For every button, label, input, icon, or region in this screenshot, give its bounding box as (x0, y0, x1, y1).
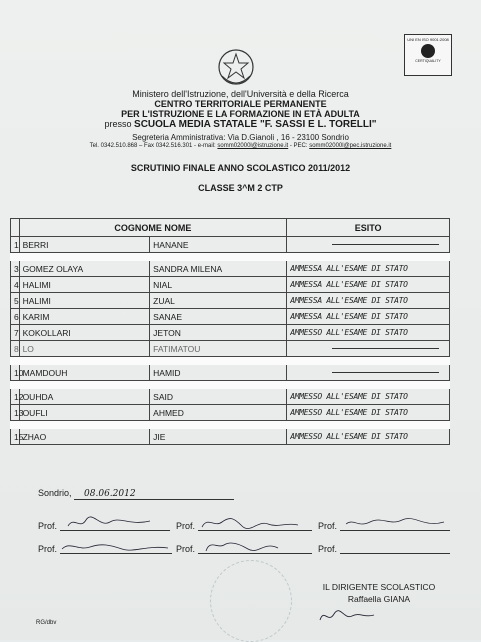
table-row (11, 421, 450, 429)
name-cell: AHMED (150, 405, 287, 421)
place: Sondrio, (38, 488, 72, 498)
redacted-cell (150, 381, 287, 389)
outcome-cell (287, 365, 450, 381)
place-date (38, 488, 234, 500)
row-number: 5 (11, 293, 20, 309)
blank-outcome-line (332, 372, 439, 373)
cert-label: CERTIQUALITY (415, 59, 441, 63)
training-line: PER L'ISTRUZIONE E LA FORMAZIONE IN ETÀ ADULTA (121, 109, 360, 119)
blank-outcome-line (332, 348, 439, 349)
ministry-line: Ministero dell'Istruzione, dell'Università e della Ricerca (132, 89, 349, 99)
signature-prof-6 (318, 543, 450, 554)
table-row (11, 253, 450, 261)
row-number: 7 (11, 325, 20, 341)
table-row (11, 293, 450, 309)
outcome-cell: AMMESSO ALL'ESAME DI STATO (287, 325, 450, 341)
table-row (11, 325, 450, 341)
director-title: IL DIRIGENTE SCOLASTICO (322, 582, 436, 592)
outcome-cell (287, 341, 450, 357)
redacted-cell (11, 357, 20, 365)
signature-prof-4 (38, 543, 172, 554)
table-row (11, 309, 450, 325)
row-number: 12 (11, 389, 20, 405)
signature-line (60, 543, 172, 554)
surname-cell: ZHAO (19, 429, 150, 445)
row-number: 6 (11, 309, 20, 325)
table-row (11, 381, 450, 389)
signature-prof-2 (176, 520, 312, 531)
surname-cell: BERRI (19, 237, 150, 253)
director-signature-icon (318, 606, 378, 626)
row-number: 3 (11, 261, 20, 277)
header-outcome: ESITO (287, 219, 450, 237)
cert-standard: UNI EN ISO 9001:2008 (407, 37, 449, 42)
signature-line (198, 520, 312, 531)
signature-line (60, 520, 170, 531)
name-cell: SAID (150, 389, 287, 405)
handwritten-signature-icon (198, 539, 312, 553)
redacted-cell (11, 253, 20, 261)
contacts-line (0, 143, 481, 149)
redacted-cell (150, 421, 287, 429)
surname-cell: KOKOLLARI (19, 325, 150, 341)
table-row (11, 405, 450, 421)
signature-line (340, 520, 450, 531)
certification-badge (404, 34, 452, 76)
signature-prof-5 (176, 543, 312, 554)
surname-cell: OUHDA (19, 389, 150, 405)
outcome-cell: AMMESSO ALL'ESAME DI STATO (287, 429, 450, 445)
row-number: 1 (11, 237, 20, 253)
outcome-cell: AMMESSA ALL'ESAME DI STATO (287, 293, 450, 309)
prof-label: Prof. (38, 521, 58, 531)
name-cell: JIE (150, 429, 287, 445)
header-name: COGNOME NOME (19, 219, 287, 237)
table-row (11, 261, 450, 277)
redacted-cell (11, 421, 20, 429)
blank-outcome-line (332, 244, 439, 245)
name-cell: FATIMATOU (150, 341, 287, 357)
table-header-row (11, 219, 450, 237)
redacted-cell (287, 421, 450, 429)
handwritten-signature-icon (60, 539, 172, 553)
results-table (10, 218, 450, 445)
email-link[interactable]: somm02000l@istruzione.it (217, 143, 289, 149)
outcome-cell: AMMESSA ALL'ESAME DI STATO (287, 309, 450, 325)
handwritten-signature-icon (198, 516, 312, 530)
reference-code: RG/dbv (36, 620, 57, 626)
surname-cell: HALIMI (19, 277, 150, 293)
table-row (11, 341, 450, 357)
name-cell: HAMID (150, 365, 287, 381)
signature-line (340, 543, 450, 554)
header-number (11, 219, 20, 237)
surname-cell: HALIMI (19, 293, 150, 309)
redacted-cell (19, 421, 150, 429)
handwritten-signature-icon (340, 516, 450, 530)
table-row (11, 237, 450, 253)
prof-label: Prof. (318, 544, 338, 554)
surname-cell: MAMDOUH (19, 365, 150, 381)
row-number: 10 (11, 365, 20, 381)
surname-cell: GOMEZ OLAYA (19, 261, 150, 277)
prof-label: Prof. (176, 544, 196, 554)
prof-label: Prof. (176, 521, 196, 531)
school-stamp-icon (210, 560, 292, 642)
table-body (11, 237, 450, 445)
handwritten-signature-icon (60, 516, 170, 530)
signature-prof-1 (38, 520, 170, 531)
contacts-tel: Tel. 0342.510.868 – Fax 0342.516.301 - e-mail: (89, 143, 216, 149)
class-label: CLASSE 3^M 2 CTP (198, 183, 283, 193)
signature-prof-3 (318, 520, 450, 531)
surname-cell: KARIM (19, 309, 150, 325)
surname-cell: LO (19, 341, 150, 357)
outcome-cell (287, 237, 450, 253)
table-row (11, 277, 450, 293)
redacted-cell (150, 253, 287, 261)
centre-line: CENTRO TERRITORIALE PERMANENTE (154, 99, 327, 109)
surname-cell: OUFLI (19, 405, 150, 421)
redacted-cell (150, 357, 287, 365)
table-row (11, 429, 450, 445)
redacted-cell (19, 253, 150, 261)
signature-line (198, 543, 312, 554)
table-row (11, 389, 450, 405)
name-cell: ZUAL (150, 293, 287, 309)
pec-label: - PEC: (289, 143, 308, 149)
redacted-cell (287, 381, 450, 389)
redacted-cell (287, 253, 450, 261)
name-cell: HANANE (150, 237, 287, 253)
director-name: Raffaella GIANA (347, 594, 411, 604)
outcome-cell: AMMESSA ALL'ESAME DI STATO (287, 261, 450, 277)
school-name: SCUOLA MEDIA STATALE "F. SASSI E L. TORELLI" (134, 119, 377, 130)
cert-logo-icon (421, 44, 435, 58)
row-number: 4 (11, 277, 20, 293)
redacted-cell (287, 357, 450, 365)
prof-label: Prof. (38, 544, 58, 554)
outcome-cell: AMMESSO ALL'ESAME DI STATO (287, 405, 450, 421)
outcome-cell: AMMESSA ALL'ESAME DI STATO (287, 277, 450, 293)
row-number: 8 (11, 341, 20, 357)
redacted-cell (19, 381, 150, 389)
table-row (11, 357, 450, 365)
name-cell: SANAE (150, 309, 287, 325)
name-cell: NIAL (150, 277, 287, 293)
redacted-cell (19, 357, 150, 365)
school-line (0, 119, 481, 130)
pec-link[interactable]: somm02000l@pec.istruzione.it (309, 143, 392, 149)
redacted-cell (11, 381, 20, 389)
italian-emblem-icon (216, 46, 256, 88)
name-cell: JETON (150, 325, 287, 341)
table-row (11, 365, 450, 381)
name-cell: SANDRA MILENA (150, 261, 287, 277)
outcome-cell: AMMESSO ALL'ESAME DI STATO (287, 389, 450, 405)
row-number: 13 (11, 405, 20, 421)
secretariat-line: Segreteria Amministrativa: Via D.Gianoli , 16 - 23100 Sondrio (132, 133, 349, 142)
date-field: 08.06.2012 (74, 489, 234, 500)
school-prefix: presso (104, 119, 132, 129)
prof-label: Prof. (318, 521, 338, 531)
document-title: SCRUTINIO FINALE ANNO SCOLASTICO 2011/2012 (130, 163, 351, 173)
row-number: 15 (11, 429, 20, 445)
